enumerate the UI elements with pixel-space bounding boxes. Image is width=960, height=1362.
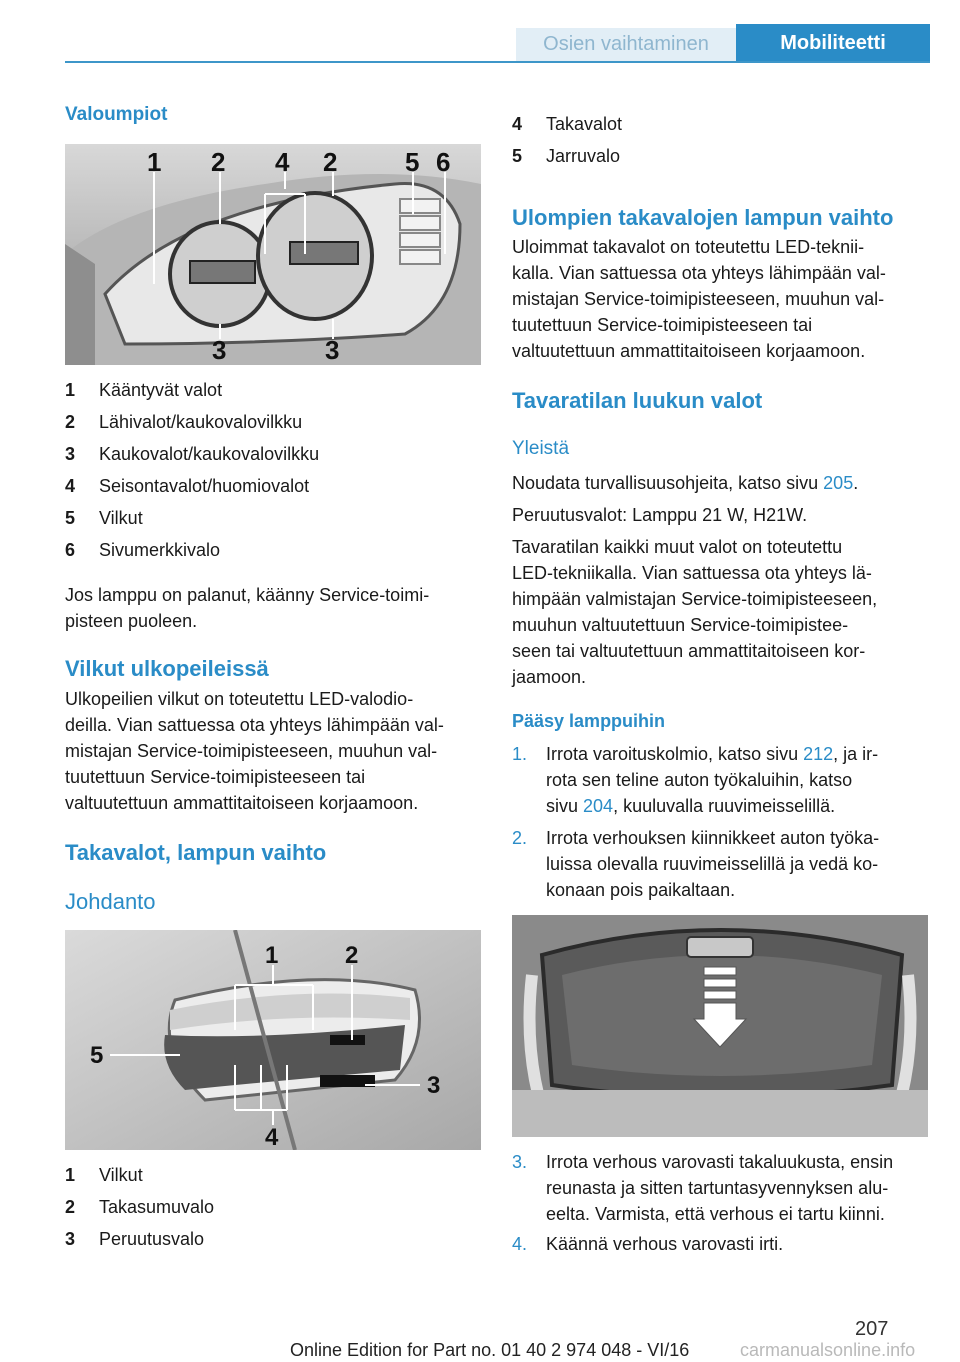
text-line: kalla. Vian sattuessa ota yhteys lähimpään val‐: [512, 263, 886, 283]
list-number: 5: [512, 146, 523, 166]
text-line: Käännä verhous varovasti irti.: [546, 1234, 784, 1254]
text-span: Noudata turvallisuusohjeita, katso sivu: [512, 473, 824, 493]
text-line: Jos lamppu on palanut, käänny Service-toimi‐: [65, 585, 430, 605]
kaikki-paragraph: [512, 534, 877, 690]
step-number: 4.: [512, 1234, 528, 1254]
page-link-204[interactable]: 204: [583, 796, 614, 816]
taillight-callout-1: 1: [265, 942, 279, 969]
taillight-callout-3: 3: [427, 1072, 441, 1099]
list-label: Kaukovalot/kaukovalovilkku: [99, 444, 320, 464]
list-number: 1: [65, 380, 76, 400]
list-number: 5: [65, 508, 76, 528]
step-number: 3.: [512, 1152, 528, 1172]
text-line: tuutettuun Service-toimipisteeseen tai: [65, 767, 366, 787]
headlight-callout-3b: 3: [325, 335, 340, 365]
list-number: 3: [65, 1229, 76, 1249]
list-number: 2: [65, 1197, 76, 1217]
list-label: Sivumerkkivalo: [99, 540, 221, 560]
edition-footer: Online Edition for Part no. 01 40 2 974 048 - VI/16: [290, 1340, 690, 1360]
text-span: , ja ir‐: [833, 744, 879, 764]
lamp-burnt-paragraph: [65, 582, 429, 634]
taillight-callout-4: 4: [265, 1124, 279, 1150]
text-line: eelta. Varmista, että verhous ei tartu kiinni.: [546, 1204, 885, 1224]
taillight-callout-5: 5: [90, 1042, 104, 1069]
ulompien-heading: Ulompien takavalojen lampun vaihto: [512, 205, 894, 230]
text-line: pisteen puoleen.: [65, 611, 198, 631]
text-line: Irrota verhouksen kiinnikkeet auton työka‐: [546, 828, 880, 848]
list-label: Lähivalot/kaukovalovilkku: [99, 412, 303, 432]
headlight-callout-3a: 3: [212, 335, 227, 365]
tavaratila-heading: Tavaratilan luukun valot: [512, 388, 763, 413]
page-number: 207: [855, 1318, 889, 1340]
text-line: rota sen teline auton työkaluihin, katso: [546, 770, 853, 790]
text-line: konaan pois paikaltaan.: [546, 880, 736, 900]
list-label: Takavalot: [546, 114, 623, 134]
header-chapter-tab: Mobiliteetti: [736, 24, 930, 63]
header-rule: [65, 61, 930, 63]
text-line: mistajan Service-toimipisteeseen, muuhun val‐: [512, 289, 885, 309]
list-label: Vilkut: [99, 508, 143, 528]
text-line: Ulkopeilien vilkut on toteutettu LED-valodio‐: [65, 689, 414, 709]
yleista-heading: Yleistä: [512, 438, 570, 459]
peruutus-paragraph: Peruutusvalot: Lamppu 21 W, H21W.: [512, 505, 808, 525]
text-line: tuutettuun Service-toimipisteeseen tai: [512, 315, 813, 335]
header-section-tab: Osien vaihtaminen: [516, 28, 736, 61]
text-line: Uloimmat takavalot on toteutettu LED-teknii‐: [512, 237, 865, 257]
takavalot-heading: Takavalot, lampun vaihto: [65, 840, 327, 865]
list-number: 3: [65, 444, 76, 464]
vilkut-heading: Vilkut ulkopeileissä: [65, 656, 269, 681]
list-number: 4: [65, 476, 76, 496]
johdanto-heading: Johdanto: [65, 889, 156, 914]
text-line: deilla. Vian sattuessa ota yhteys lähimpään val‐: [65, 715, 444, 735]
list-label: Peruutusvalo: [99, 1229, 205, 1249]
text-line: luissa olevalla ruuvimeisselillä ja vedä ko‐: [546, 854, 879, 874]
list-label: Vilkut: [99, 1165, 143, 1185]
list-label: Jarruvalo: [546, 146, 621, 166]
noudata-paragraph: [512, 470, 858, 496]
taillight-figure: [65, 930, 481, 1150]
text-line: valtuutettuun ammattitaitoiseen korjaamoon.: [65, 793, 419, 813]
text-line: reunasta ja sitten tartuntasyvennyksen alu‐: [546, 1178, 889, 1198]
text-line: mistajan Service-toimipisteeseen, muuhun val‐: [65, 741, 438, 761]
paasy-heading: Pääsy lamppuihin: [512, 711, 666, 731]
text-line: Tavaratilan kaikki muut valot on toteutettu: [512, 537, 843, 557]
headlight-callout-4: 4: [275, 147, 290, 177]
step-1: [512, 741, 930, 823]
text-span: , kuuluvalla ruuvimeisselillä.: [613, 796, 836, 816]
text-line: LED-tekniikalla. Vian sattuessa ota yhteys lä‐: [512, 563, 872, 583]
list-label: Kääntyvät valot: [99, 380, 223, 400]
valoumpiot-heading: Valoumpiot: [65, 104, 168, 125]
list-number: 4: [512, 114, 523, 134]
headlight-callout-1: 1: [147, 147, 162, 177]
headlight-callout-2b: 2: [323, 147, 338, 177]
text-span: Irrota varoituskolmio, katso sivu: [546, 744, 804, 764]
ulompien-paragraph: [512, 234, 886, 364]
text-span: .: [853, 473, 859, 493]
step-number: 1.: [512, 744, 528, 764]
headlight-figure: [65, 144, 481, 365]
step-3: [512, 1149, 930, 1231]
list-number: 1: [65, 1165, 76, 1185]
text-line: valtuutettuun ammattitaitoiseen korjaamoon.: [512, 341, 866, 361]
vilkut-paragraph: [65, 686, 444, 816]
list-label: Seisontavalot/huomiovalot: [99, 476, 310, 496]
page-link-212[interactable]: 212: [803, 744, 834, 764]
text-span: sivu: [546, 796, 584, 816]
step-number: 2.: [512, 828, 528, 848]
text-line: Irrota verhous varovasti takaluukusta, ensin: [546, 1152, 894, 1172]
watermark: carmanualsonline.info: [740, 1340, 916, 1360]
page-link-205[interactable]: 205: [823, 473, 854, 493]
list-number: 2: [65, 412, 76, 432]
text-line: seen tai valtuutettuun ammattitaitoiseen kor‐: [512, 641, 866, 661]
list-number: 6: [65, 540, 76, 560]
trunk-lid-figure: [512, 915, 928, 1137]
step-4: [512, 1231, 930, 1257]
headlight-callout-2a: 2: [211, 147, 226, 177]
headlight-callout-5: 5: [405, 147, 420, 177]
text-line: himpään valmistajan Service-toimipisteeseen,: [512, 589, 878, 609]
step-2: [512, 825, 930, 907]
text-line: jaamoon.: [512, 667, 587, 687]
taillight-callout-2: 2: [345, 942, 359, 969]
text-line: muuhun valtuutettuun Service-toimipistee‐: [512, 615, 849, 635]
list-label: Takasumuvalo: [99, 1197, 215, 1217]
headlight-callout-6: 6: [436, 147, 451, 177]
